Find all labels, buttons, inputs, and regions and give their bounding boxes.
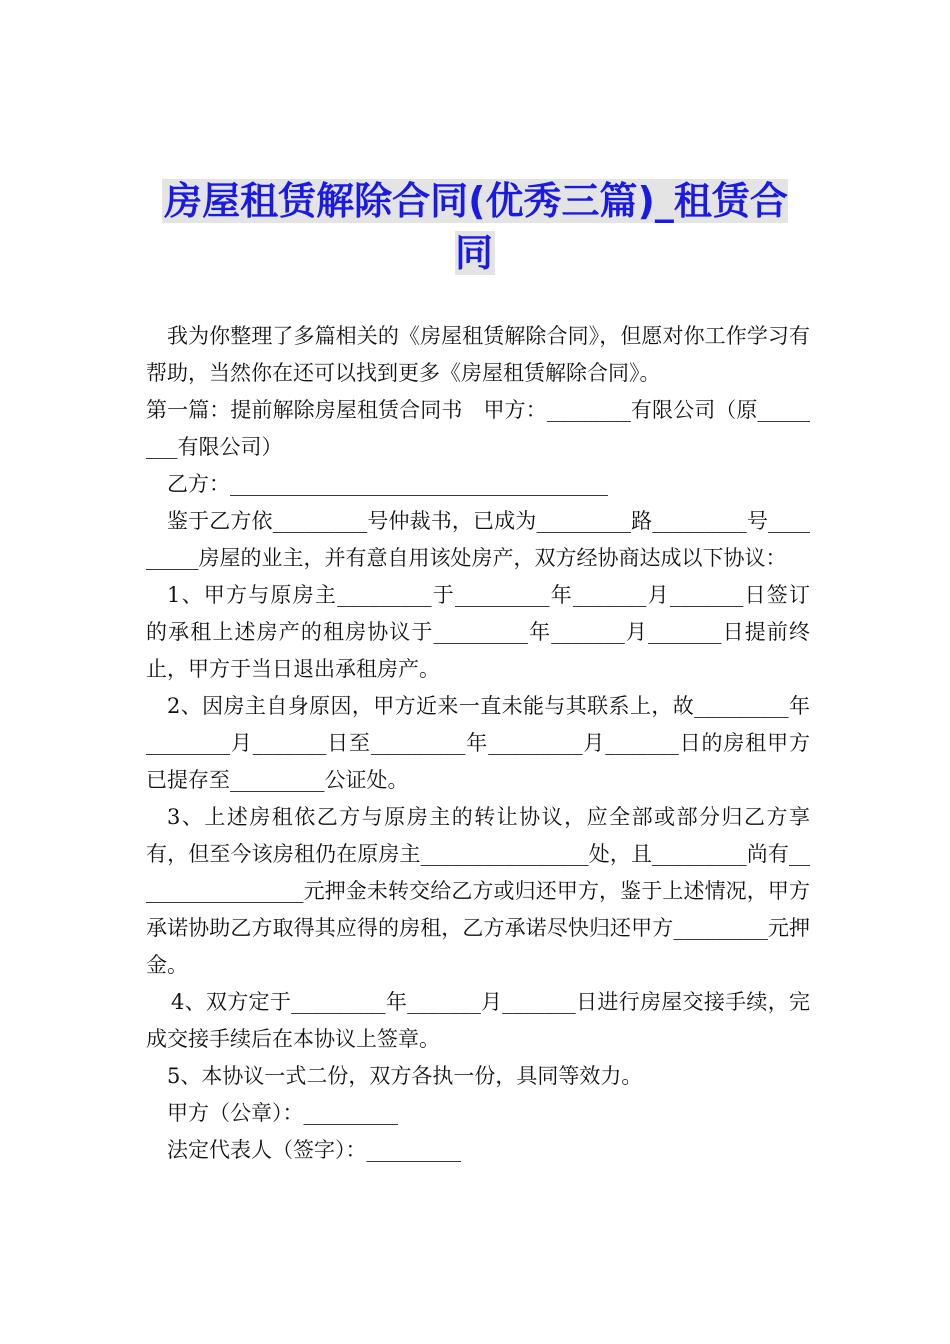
party-b-line: 乙方：____________________________________ [167, 472, 608, 496]
party-a-seal-line: 甲方（公章）：_________ [167, 1101, 398, 1125]
legal-rep-signature-line: 法定代表人（签字）：_________ [167, 1138, 461, 1162]
clause-2: 2、因房主自身原因，甲方近来一直未能与其联系上，故_________年________月_______日至_________年_________月_______日的房租甲方已提存至_________公证处。 [146, 694, 810, 792]
clause-3: 3、上述房租依乙方与原房主的转让协议，应全部或部分归乙方享有，但至今该房租仍在原房主________________处，且_________尚有_________________元押金未转交给乙方或归还甲方，鉴于上述情况，甲方承诺协助乙方取得其应得的房租，乙方承诺尽快归还甲方_________元押金。 [146, 805, 810, 977]
section-heading-paragraph: 第一篇：提前解除房屋租赁合同书 甲方：________有限公司（原________有限公司） [146, 398, 810, 459]
document-body [146, 318, 810, 1169]
document-title [150, 175, 800, 279]
clause-5: 5、本协议一式二份，双方各执一份，具同等效力。 [167, 1064, 643, 1088]
preamble-paragraph: 鉴于乙方依_________号仲裁书，已成为_________路_________号_________房屋的业主，并有意自用该处房产，双方经协商达成以下协议： [146, 509, 810, 570]
intro-paragraph: 我为你整理了多篇相关的《房屋租赁解除合同》，但愿对你工作学习有帮助，当然你在还可以找到更多《房屋租赁解除合同》。 [146, 324, 810, 385]
clause-4: 4、双方定于_________年_______月_______日进行房屋交接手续，完成交接手续后在本协议上签章。 [146, 990, 810, 1051]
title-text: 房屋租赁解除合同(优秀三篇)_租赁合同 [164, 179, 788, 275]
clause-1: 1、甲方与原房主_________于_________年_______月_______日签订的承租上述房产的租房协议于_________年_______月_______日提前终止，甲方于当日退出承租房产。 [146, 583, 810, 681]
